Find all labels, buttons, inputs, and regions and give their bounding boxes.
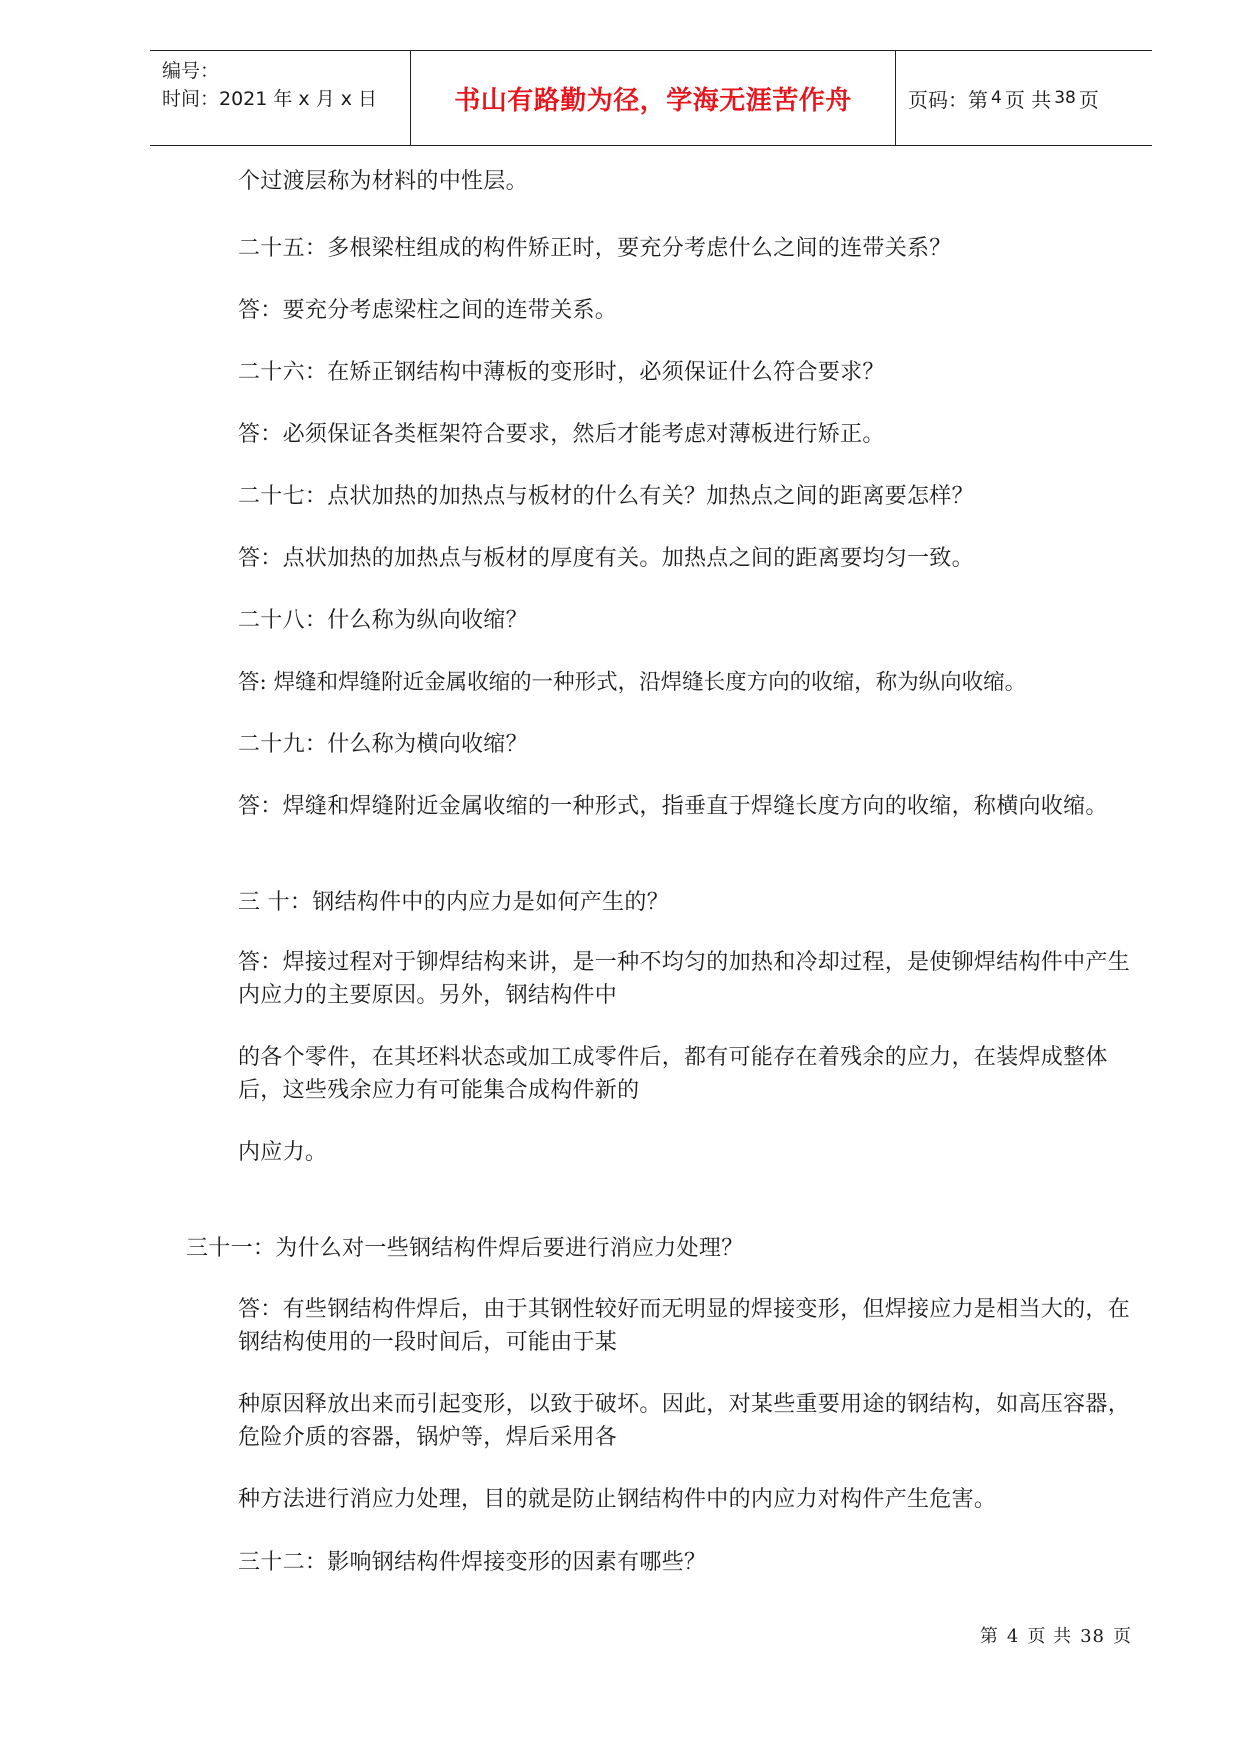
paragraph: 个过渡层称为材料的中性层。 — [238, 169, 528, 194]
footer-page-suffix: 页 — [1113, 1626, 1132, 1647]
header-page-total: 38 — [1054, 88, 1076, 108]
answer-30-part-3: 内应力。 — [238, 1140, 328, 1165]
answer-29: 答：焊缝和焊缝附近金属收缩的一种形式，指垂直于焊缝长度方向的收缩，称横向收缩。 — [238, 794, 1108, 819]
answer-27: 答：点状加热的加热点与板材的厚度有关。加热点之间的距离要均匀一致。 — [238, 546, 974, 571]
footer-page-prefix: 第 — [979, 1626, 999, 1647]
answer-30-part-1: 答：焊接过程对于铆焊结构来讲，是一种不均匀的加热和冷却过程，是使铆焊结构件中产生内应力的主要原因。另外，钢结构件中 — [238, 950, 1131, 1008]
document-number-label: 编号： — [162, 60, 220, 82]
answer-25: 答：要充分考虑梁柱之间的连带关系。 — [238, 298, 618, 323]
answer-31-part-3: 种方法进行消应力处理，目的就是防止钢结构件中的内应力对构件产生危害。 — [238, 1487, 997, 1512]
header-motto: 书山有路勤为径，学海无涯苦作舟 — [454, 85, 852, 116]
answer-31-part-2: 种原因释放出来而引起变形，以致于破坏。因此，对某些重要用途的钢结构，如高压容器，危险介质的容器，锅炉等，焊后采用各 — [238, 1392, 1131, 1450]
page-header — [150, 50, 1152, 146]
header-page-mid: 页 共 — [1004, 87, 1052, 112]
answer-28: 答: 焊缝和焊缝附近金属收缩的一种形式，沿焊缝长度方向的收缩，称为纵向收缩。 — [238, 670, 1027, 695]
header-page-prefix: 页码：第 — [908, 87, 988, 112]
answer-26: 答：必须保证各类框架符合要求，然后才能考虑对薄板进行矫正。 — [238, 422, 885, 447]
question-29: 二十九：什么称为横向收缩？ — [238, 732, 528, 757]
question-27: 二十七：点状加热的加热点与板材的什么有关？加热点之间的距离要怎样？ — [238, 484, 974, 509]
answer-30-part-2: 的各个零件，在其坯料状态或加工成零件后，都有可能存在着残余的应力，在装焊成整体后，这些残余应力有可能集合成构件新的 — [238, 1045, 1108, 1103]
question-32: 三十二：影响钢结构件焊接变形的因素有哪些？ — [238, 1550, 707, 1575]
header-meta — [150, 51, 411, 145]
header-page-suffix: 页 — [1078, 87, 1099, 112]
document-time-label: 时间：2021 年 x 月 x 日 — [162, 88, 378, 110]
question-26: 二十六：在矫正钢结构中薄板的变形时，必须保证什么符合要求？ — [238, 360, 885, 385]
footer-page-current: 4 — [1006, 1626, 1020, 1647]
question-30: 三 十：钢结构件中的内应力是如何产生的？ — [238, 890, 669, 915]
header-page-current: 4 — [991, 88, 1002, 108]
header-page-indicator — [896, 51, 1152, 145]
question-25: 二十五：多根梁柱组成的构件矫正时，要充分考虑什么之间的连带关系？ — [238, 236, 952, 261]
header-motto-cell — [411, 51, 896, 145]
page-footer — [976, 1622, 1136, 1648]
question-28: 二十八：什么称为纵向收缩？ — [238, 608, 528, 633]
footer-page-mid: 页 共 — [1027, 1626, 1073, 1647]
answer-31-part-1: 答：有些钢结构件焊后，由于其钢性较好而无明显的焊接变形，但焊接应力是相当大的，在钢结构使用的一段时间后，可能由于某 — [238, 1297, 1131, 1355]
footer-page-total: 38 — [1080, 1626, 1105, 1647]
question-31: 三十一：为什么对一些钢结构件焊后要进行消应力处理？ — [186, 1236, 744, 1261]
